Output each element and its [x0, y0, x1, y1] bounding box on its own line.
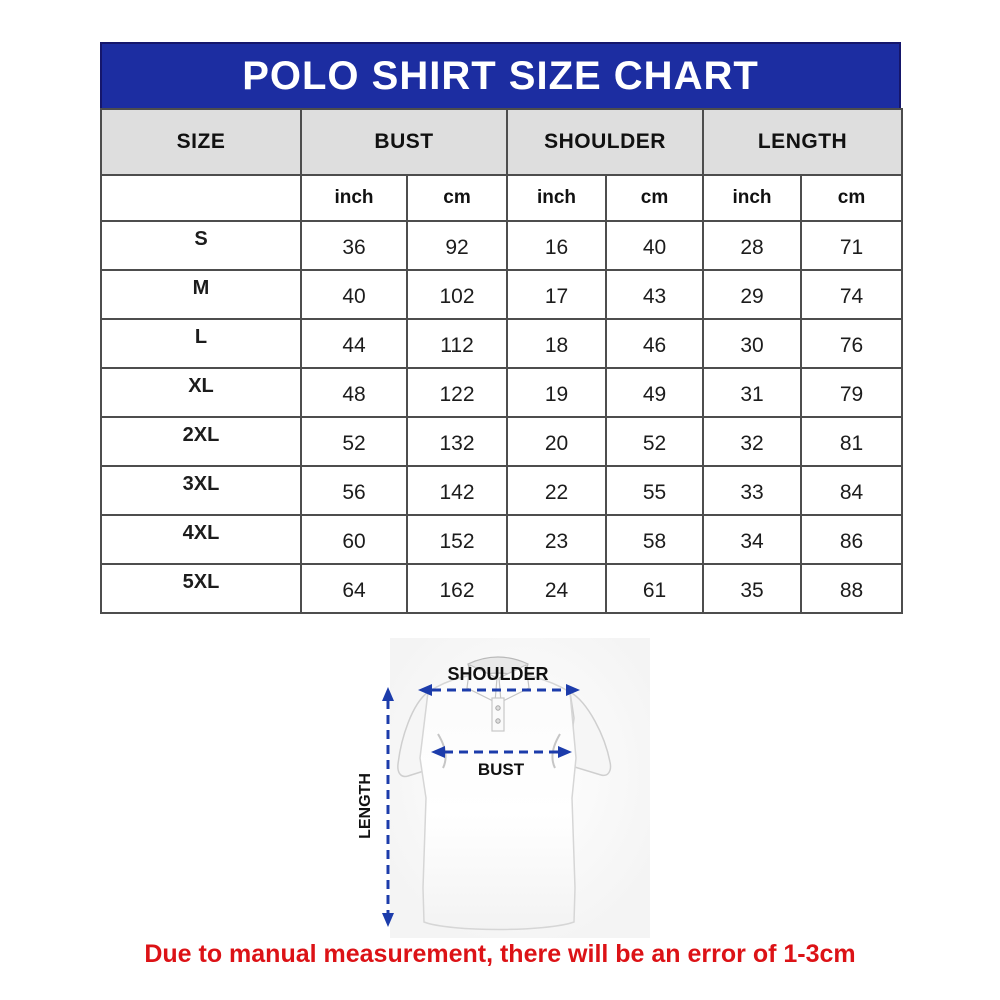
value-cell: 22 [507, 466, 606, 515]
unit-cell: cm [801, 175, 902, 221]
button [496, 706, 500, 710]
unit-cell: inch [703, 175, 801, 221]
column-header-shoulder: SHOULDER [507, 109, 703, 175]
value-cell: 88 [801, 564, 902, 613]
value-cell: 142 [407, 466, 507, 515]
value-cell: 40 [606, 221, 703, 270]
value-cell: 152 [407, 515, 507, 564]
value-cell: 79 [801, 368, 902, 417]
value-cell: 112 [407, 319, 507, 368]
page-title: POLO SHIRT SIZE CHART [100, 42, 901, 108]
table-row [101, 368, 902, 417]
value-cell: 64 [301, 564, 407, 613]
size-cell: M [101, 270, 301, 319]
value-cell: 58 [606, 515, 703, 564]
value-cell: 132 [407, 417, 507, 466]
size-cell: XL [101, 368, 301, 417]
value-cell: 49 [606, 368, 703, 417]
column-header-bust: BUST [301, 109, 507, 175]
table-row [101, 319, 902, 368]
value-cell: 33 [703, 466, 801, 515]
value-cell: 60 [301, 515, 407, 564]
value-cell: 23 [507, 515, 606, 564]
button [496, 719, 500, 723]
value-cell: 31 [703, 368, 801, 417]
value-cell: 71 [801, 221, 902, 270]
value-cell: 162 [407, 564, 507, 613]
value-cell: 18 [507, 319, 606, 368]
value-cell: 48 [301, 368, 407, 417]
value-cell: 43 [606, 270, 703, 319]
column-group-header-row [101, 109, 902, 175]
placket [492, 698, 504, 731]
value-cell: 52 [606, 417, 703, 466]
value-cell: 28 [703, 221, 801, 270]
value-cell: 55 [606, 466, 703, 515]
measurement-diagram [350, 638, 680, 938]
value-cell: 61 [606, 564, 703, 613]
value-cell: 16 [507, 221, 606, 270]
value-cell: 36 [301, 221, 407, 270]
value-cell: 44 [301, 319, 407, 368]
size-cell: 5XL [101, 564, 301, 613]
value-cell: 122 [407, 368, 507, 417]
length-label: LENGTH [357, 773, 374, 839]
table-row [101, 270, 902, 319]
unit-cell: cm [606, 175, 703, 221]
value-cell: 86 [801, 515, 902, 564]
value-cell: 20 [507, 417, 606, 466]
unit-cell: inch [301, 175, 407, 221]
table-row [101, 564, 902, 613]
value-cell: 29 [703, 270, 801, 319]
size-cell: S [101, 221, 301, 270]
value-cell: 17 [507, 270, 606, 319]
unit-cell-empty [101, 175, 301, 221]
value-cell: 74 [801, 270, 902, 319]
size-chart [100, 42, 901, 614]
value-cell: 24 [507, 564, 606, 613]
table-row [101, 515, 902, 564]
value-cell: 32 [703, 417, 801, 466]
size-cell: L [101, 319, 301, 368]
value-cell: 52 [301, 417, 407, 466]
unit-cell: cm [407, 175, 507, 221]
size-cell: 2XL [101, 417, 301, 466]
value-cell: 102 [407, 270, 507, 319]
value-cell: 84 [801, 466, 902, 515]
value-cell: 40 [301, 270, 407, 319]
bust-label: BUST [477, 760, 525, 779]
column-header-size: SIZE [101, 109, 301, 175]
table-row [101, 466, 902, 515]
value-cell: 19 [507, 368, 606, 417]
value-cell: 30 [703, 319, 801, 368]
measurement-note: Due to manual measurement, there will be an error of 1-3cm [144, 940, 856, 968]
value-cell: 46 [606, 319, 703, 368]
value-cell: 34 [703, 515, 801, 564]
shoulder-label: SHOULDER [447, 664, 549, 684]
unit-header-row [101, 175, 902, 221]
table-row [101, 417, 902, 466]
unit-cell: inch [507, 175, 606, 221]
table-row [101, 221, 902, 270]
column-header-length: LENGTH [703, 109, 902, 175]
size-cell: 4XL [101, 515, 301, 564]
value-cell: 76 [801, 319, 902, 368]
value-cell: 35 [703, 564, 801, 613]
value-cell: 92 [407, 221, 507, 270]
polo-shirt-illustration [350, 638, 680, 938]
size-cell: 3XL [101, 466, 301, 515]
value-cell: 81 [801, 417, 902, 466]
size-table [100, 108, 903, 614]
value-cell: 56 [301, 466, 407, 515]
